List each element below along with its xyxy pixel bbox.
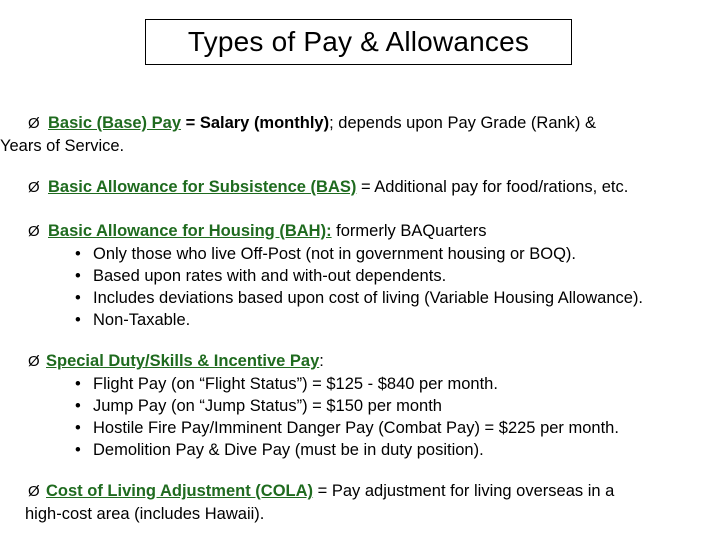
bullet-dot-icon: • xyxy=(75,311,81,329)
item-basic-pay-line1 xyxy=(28,112,698,135)
bah-sub-item xyxy=(75,309,698,331)
bah-sub-item xyxy=(75,265,698,287)
term-cola: Cost of Living Adjustment (COLA) xyxy=(46,482,314,500)
special-duty-sub-text: Flight Pay (on “Flight Status”) = $125 - $840 per month. xyxy=(93,375,498,393)
item-bas xyxy=(28,176,698,199)
bullet-dot-icon: • xyxy=(75,419,81,437)
bullet-dot-icon: • xyxy=(75,245,81,263)
item-special-duty xyxy=(28,350,698,461)
special-duty-sub-text: Jump Pay (on “Jump Status”) = $150 per month xyxy=(93,397,442,415)
special-duty-sub-text: Hostile Fire Pay/Imminent Danger Pay (Combat Pay) = $225 per month. xyxy=(93,419,619,437)
item-bah xyxy=(28,220,698,331)
bullet-dot-icon: • xyxy=(75,441,81,459)
bullet-dot-icon: • xyxy=(75,289,81,307)
bah-sub-text: Includes deviations based upon cost of living (Variable Housing Allowance). xyxy=(93,289,644,307)
arrow-bullet-icon: Ø xyxy=(28,483,40,500)
item-cola xyxy=(25,480,698,525)
bah-sub-text: Only those who live Off-Post (not in government housing or BOQ). xyxy=(93,245,577,263)
bah-sub-item xyxy=(75,287,698,309)
bah-sub-text: Non-Taxable. xyxy=(93,311,191,329)
arrow-bullet-icon: Ø xyxy=(28,353,40,370)
cola-description: = Pay adjustment for living overseas in a xyxy=(313,482,615,500)
basic-pay-description: ; depends upon Pay Grade (Rank) & xyxy=(329,114,597,132)
bullet-dot-icon: • xyxy=(75,375,81,393)
arrow-bullet-icon: Ø xyxy=(28,223,40,240)
special-duty-sub-item xyxy=(75,395,698,417)
term-bas: Basic Allowance for Subsistence (BAS) xyxy=(48,178,357,196)
bah-sub-text: Based upon rates with and with-out dependents. xyxy=(93,267,447,285)
basic-pay-description-line2: Years of Service. xyxy=(0,137,125,155)
bah-description: formerly BAQuarters xyxy=(331,222,487,240)
item-basic-pay xyxy=(0,112,698,157)
bah-sub-item xyxy=(75,243,698,265)
cola-description-line2: high-cost area (includes Hawaii). xyxy=(25,505,265,523)
arrow-bullet-icon: Ø xyxy=(28,115,40,132)
bullet-dot-icon: • xyxy=(75,267,81,285)
bullet-dot-icon: • xyxy=(75,397,81,415)
special-duty-sub-item xyxy=(75,439,698,461)
bas-description: = Additional pay for food/rations, etc. xyxy=(356,178,629,196)
page-title: Types of Pay & Allowances xyxy=(145,19,572,65)
special-duty-sub-item xyxy=(75,417,698,439)
special-duty-colon: : xyxy=(319,352,324,370)
basic-pay-equation: = Salary (monthly) xyxy=(185,114,330,132)
term-basic-pay: Basic (Base) Pay xyxy=(48,114,181,132)
arrow-bullet-icon: Ø xyxy=(28,179,40,196)
term-special-duty: Special Duty/Skills & Incentive Pay xyxy=(46,352,320,370)
term-bah: Basic Allowance for Housing (BAH): xyxy=(48,222,332,240)
special-duty-sub-item xyxy=(75,373,698,395)
special-duty-sub-text: Demolition Pay & Dive Pay (must be in duty position). xyxy=(93,441,484,459)
